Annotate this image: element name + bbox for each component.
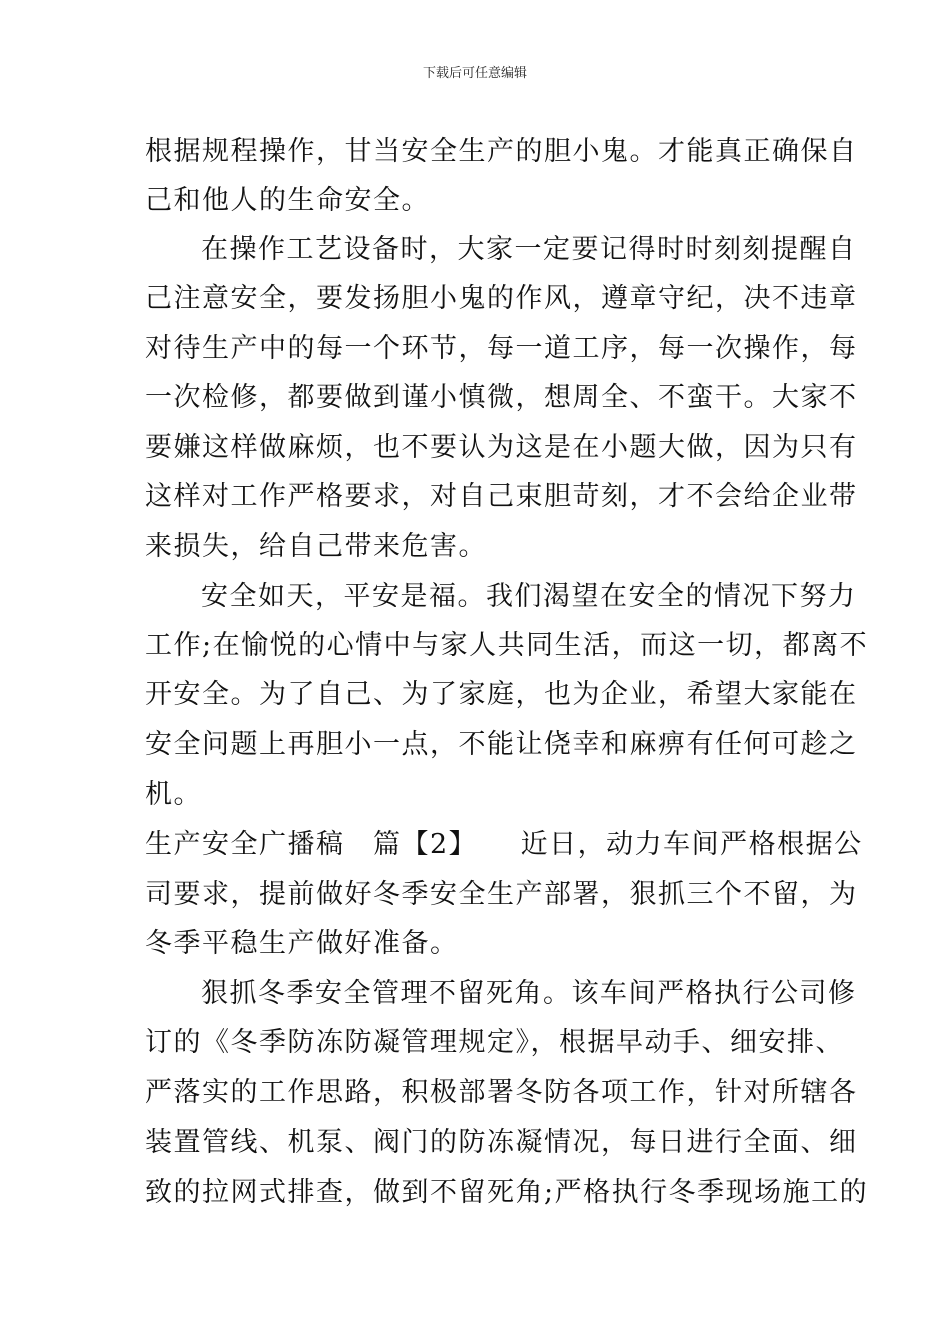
text-line: 生产安全广播稿 篇【2】 近日，动力车间严格根据公 xyxy=(145,829,863,860)
text-line: 己和他人的生命安全。 xyxy=(145,185,430,216)
paragraph-first-line: 安全如天，平安是福。我们渴望在安全的情况下努力 xyxy=(201,581,857,612)
text-line: 来损失，给自己带来危害。 xyxy=(145,531,487,562)
text-line: 司要求，提前做好冬季安全生产部署，狠抓三个不留，为 xyxy=(145,879,858,910)
text-line: 一次检修，都要做到谨小慎微，想周全、不蛮干。大家不 xyxy=(145,382,858,413)
paragraph-first-line: 在操作工艺设备时，大家一定要记得时时刻刻提醒自 xyxy=(201,234,857,265)
text-line: 安全问题上再胆小一点，不能让侥幸和麻痹有任何可趁之 xyxy=(145,729,858,760)
text-line: 对待生产中的每一个环节，每一道工序，每一次操作，每 xyxy=(145,333,858,364)
text-line: 工作;在愉悦的心情中与家人共同生活，而这一切，都离不 xyxy=(145,630,869,661)
paragraph-first-line: 狠抓冬季安全管理不留死角。该车间严格执行公司修 xyxy=(201,978,857,1009)
text-line: 机。 xyxy=(145,779,202,810)
text-line: 根据规程操作，甘当安全生产的胆小鬼。才能真正确保自 xyxy=(145,136,858,167)
page-header: 下载后可任意编辑 xyxy=(422,66,527,81)
text-line: 致的拉网式排查，做到不留死角;严格执行冬季现场施工的 xyxy=(145,1177,869,1208)
text-line: 这样对工作严格要求，对自己束胆苛刻，才不会给企业带 xyxy=(145,481,858,512)
text-line: 严落实的工作思路，积极部署冬防各项工作，针对所辖各 xyxy=(145,1077,858,1108)
text-line: 开安全。为了自己、为了家庭，也为企业，希望大家能在 xyxy=(145,679,858,710)
text-line: 要嫌这样做麻烦，也不要认为这是在小题大做，因为只有 xyxy=(145,432,858,463)
text-line: 订的《冬季防冻防凝管理规定》，根据早动手、细安排、 xyxy=(145,1027,844,1058)
text-line: 装置管线、机泵、阀门的防冻凝情况，每日进行全面、细 xyxy=(145,1127,858,1158)
text-line: 己注意安全，要发扬胆小鬼的作风，遵章守纪，决不违章 xyxy=(145,283,858,314)
text-line: 冬季平稳生产做好准备。 xyxy=(145,928,459,959)
